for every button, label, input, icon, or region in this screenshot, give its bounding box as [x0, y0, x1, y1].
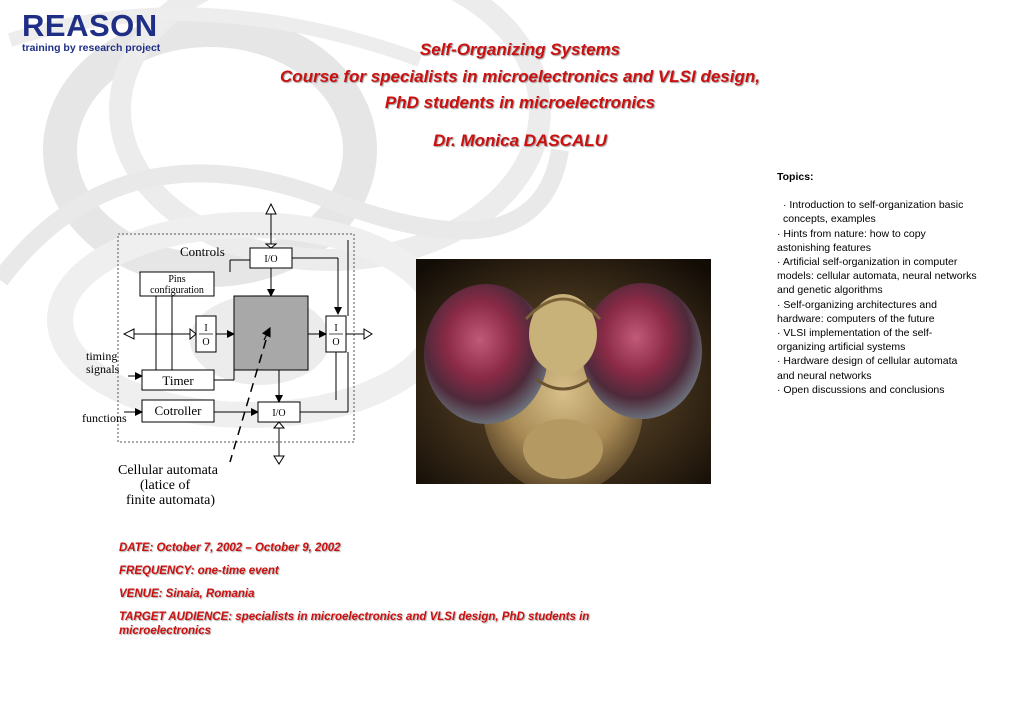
course-info — [119, 541, 679, 647]
topics-heading: Topics: — [777, 171, 814, 183]
io-label-bottom: I/O — [272, 408, 286, 419]
caption-line-3: finite automata) — [126, 493, 216, 508]
target-audience-line: TARGET AUDIENCE: specialists in microelectronics and VLSI design, PhD students in microelectronics — [119, 611, 590, 637]
io-label-left-o: O — [202, 337, 210, 348]
controller-label: Cotroller — [154, 403, 202, 418]
venue-line: VENUE: Sinaia, Romania — [119, 588, 255, 600]
io-label-left-i: I — [204, 323, 208, 334]
logo-tagline: training by research project — [22, 42, 161, 54]
controls-label: Controls — [180, 244, 225, 259]
date-line: DATE: October 7, 2002 – October 9, 2002 — [119, 542, 341, 554]
caption-line-1: Cellular automata — [118, 463, 218, 478]
io-label-right-o: O — [332, 337, 340, 348]
title-line-1: Self-Organizing Systems — [419, 40, 621, 59]
title-line-2: Course for specialists in microelectronics and VLSI design, — [280, 66, 760, 86]
topic-item: · VLSI implementation of the self-organizing artificial systems — [777, 327, 933, 354]
caption-line-2: (latice of — [140, 478, 191, 493]
topic-item: · Introduction to self-organization basic concepts, examples — [783, 199, 964, 226]
author-name: Dr. Monica DASCALU — [433, 131, 607, 150]
topic-item: · Hints from nature: how to copy astonishing features — [777, 227, 926, 254]
timing-signals-label-2: signals — [86, 362, 120, 376]
cellular-automata-diagram — [80, 200, 380, 510]
topics-list — [777, 170, 977, 397]
timer-label: Timer — [162, 373, 194, 388]
topic-item: · Hardware design of cellular automata and neural networks — [777, 355, 958, 382]
logo-wordmark: REASON — [22, 8, 158, 43]
timing-signals-label-1: timing — [86, 349, 118, 363]
frequency-line: FREQUENCY: one-time event — [119, 565, 279, 577]
io-label-right-i: I — [334, 323, 338, 334]
topic-item: · Open discussions and conclusions — [777, 383, 945, 396]
topic-item: · Artificial self-organization in computer models: cellular automata, neural networks and genetic algorithms — [777, 256, 977, 297]
io-label-top: I/O — [264, 254, 278, 265]
topic-item: · Self-organizing architectures and hardware: computers of the future — [777, 298, 937, 325]
course-title — [170, 37, 870, 117]
automaton-cell — [234, 296, 308, 370]
functions-label: functions — [82, 411, 127, 425]
reason-logo — [22, 10, 160, 54]
fly-micrograph-image — [416, 259, 711, 484]
title-line-3: PhD students in microelectronics — [384, 93, 656, 112]
pins-label-1: Pins — [168, 274, 186, 285]
pins-label-2: configuration — [150, 285, 204, 296]
